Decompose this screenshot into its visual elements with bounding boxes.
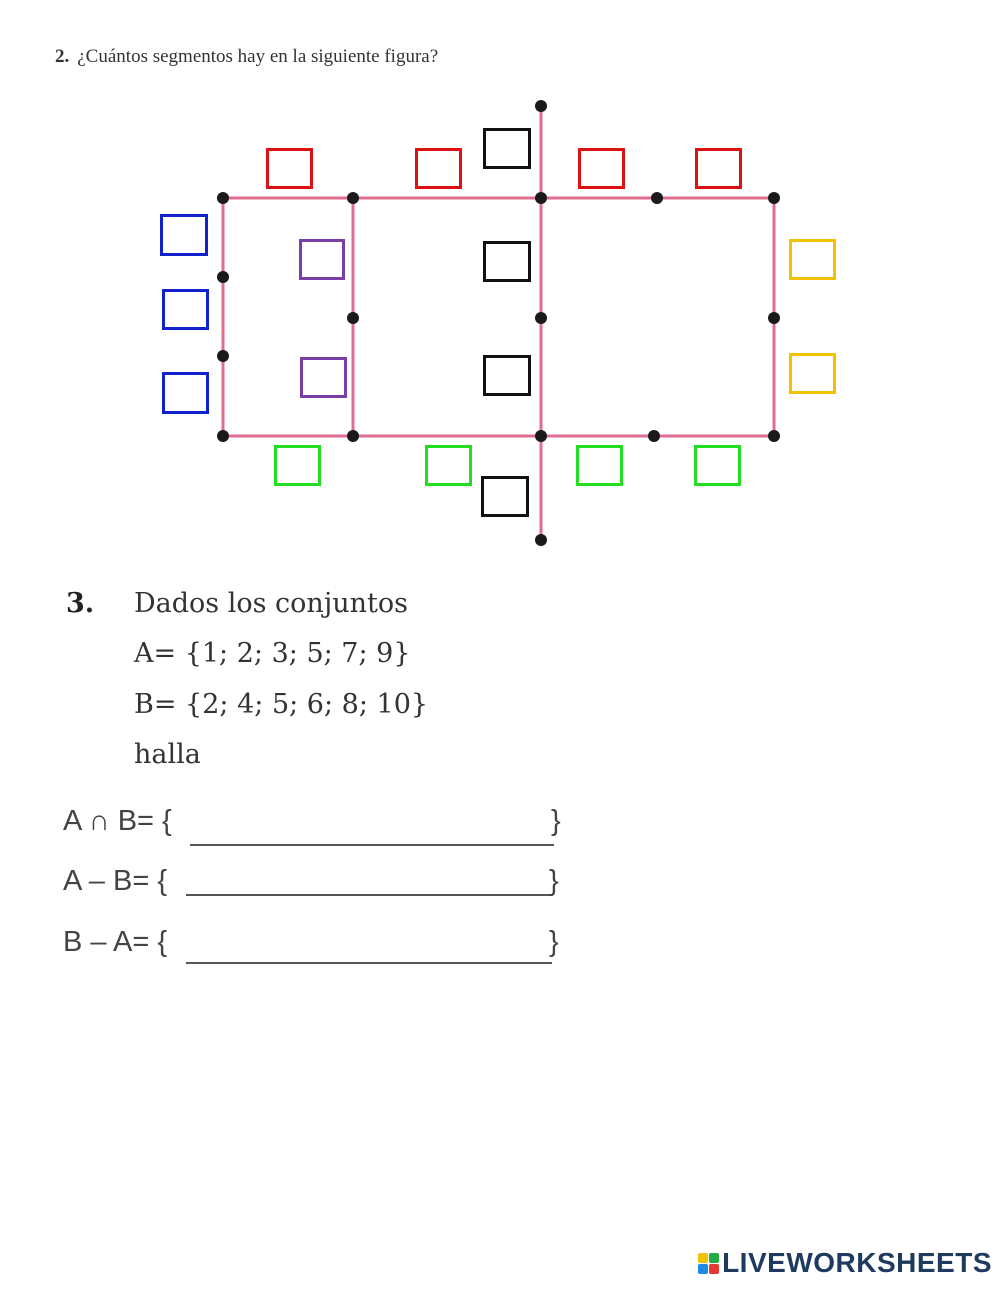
logo-mark-square [698,1264,708,1274]
question-3-number: 3. [66,588,95,619]
answer-box-left[interactable] [160,214,208,256]
answer-box-center[interactable] [483,128,531,169]
point [535,534,547,546]
set-a: A= {1; 2; 3; 5; 7; 9} [134,638,411,669]
liveworksheets-logo [698,1247,992,1279]
point [768,192,780,204]
point [768,430,780,442]
intersection-close-brace: } [551,805,561,837]
difference-b-a-input[interactable] [186,926,552,964]
logo-mark-square [709,1264,719,1274]
point [535,192,547,204]
question-3-instruction: halla [134,739,201,770]
answer-box-left[interactable] [162,372,209,414]
answer-box-center[interactable] [483,355,531,396]
point [217,271,229,283]
point [217,350,229,362]
intersection-label: A ∩ B= { [63,805,172,837]
answer-box-left[interactable] [162,289,209,330]
set-b: B= {2; 4; 5; 6; 8; 10} [134,689,429,720]
difference-b-a-label: B – A= { [63,926,168,958]
intersection-input[interactable] [190,808,554,846]
difference-a-b-close-brace: } [549,865,559,897]
logo-mark-square [709,1253,719,1263]
answer-box-top[interactable] [578,148,625,189]
answer-box-right[interactable] [789,239,836,280]
question-3-intro: Dados los conjuntos [134,588,408,619]
answer-box-bottom[interactable] [576,445,623,486]
difference-a-b-label: A – B= { [63,865,168,897]
point [535,312,547,324]
answer-box-inner-left[interactable] [299,239,345,280]
logo-text: LIVEWORKSHEETS [722,1247,992,1278]
answer-box-center[interactable] [481,476,529,517]
answer-box-bottom[interactable] [425,445,472,486]
answer-box-top[interactable] [415,148,462,189]
logo-mark-square [698,1253,708,1263]
answer-box-top[interactable] [266,148,313,189]
answer-box-right[interactable] [789,353,836,394]
point [217,430,229,442]
point [217,192,229,204]
answer-box-center[interactable] [483,241,531,282]
point [648,430,660,442]
point [535,430,547,442]
answer-box-bottom[interactable] [694,445,741,486]
point [535,100,547,112]
answer-box-inner-left[interactable] [300,357,347,398]
point [347,312,359,324]
question-2-text: ¿Cuántos segmentos hay en la siguiente figura? [77,46,439,67]
point [768,312,780,324]
point [347,430,359,442]
logo-mark-icon [698,1253,719,1274]
difference-a-b-input[interactable] [186,858,552,896]
answer-box-top[interactable] [695,148,742,189]
difference-b-a-close-brace: } [549,926,559,958]
point [347,192,359,204]
point [651,192,663,204]
question-2-number: 2. [55,46,70,67]
answer-box-bottom[interactable] [274,445,321,486]
